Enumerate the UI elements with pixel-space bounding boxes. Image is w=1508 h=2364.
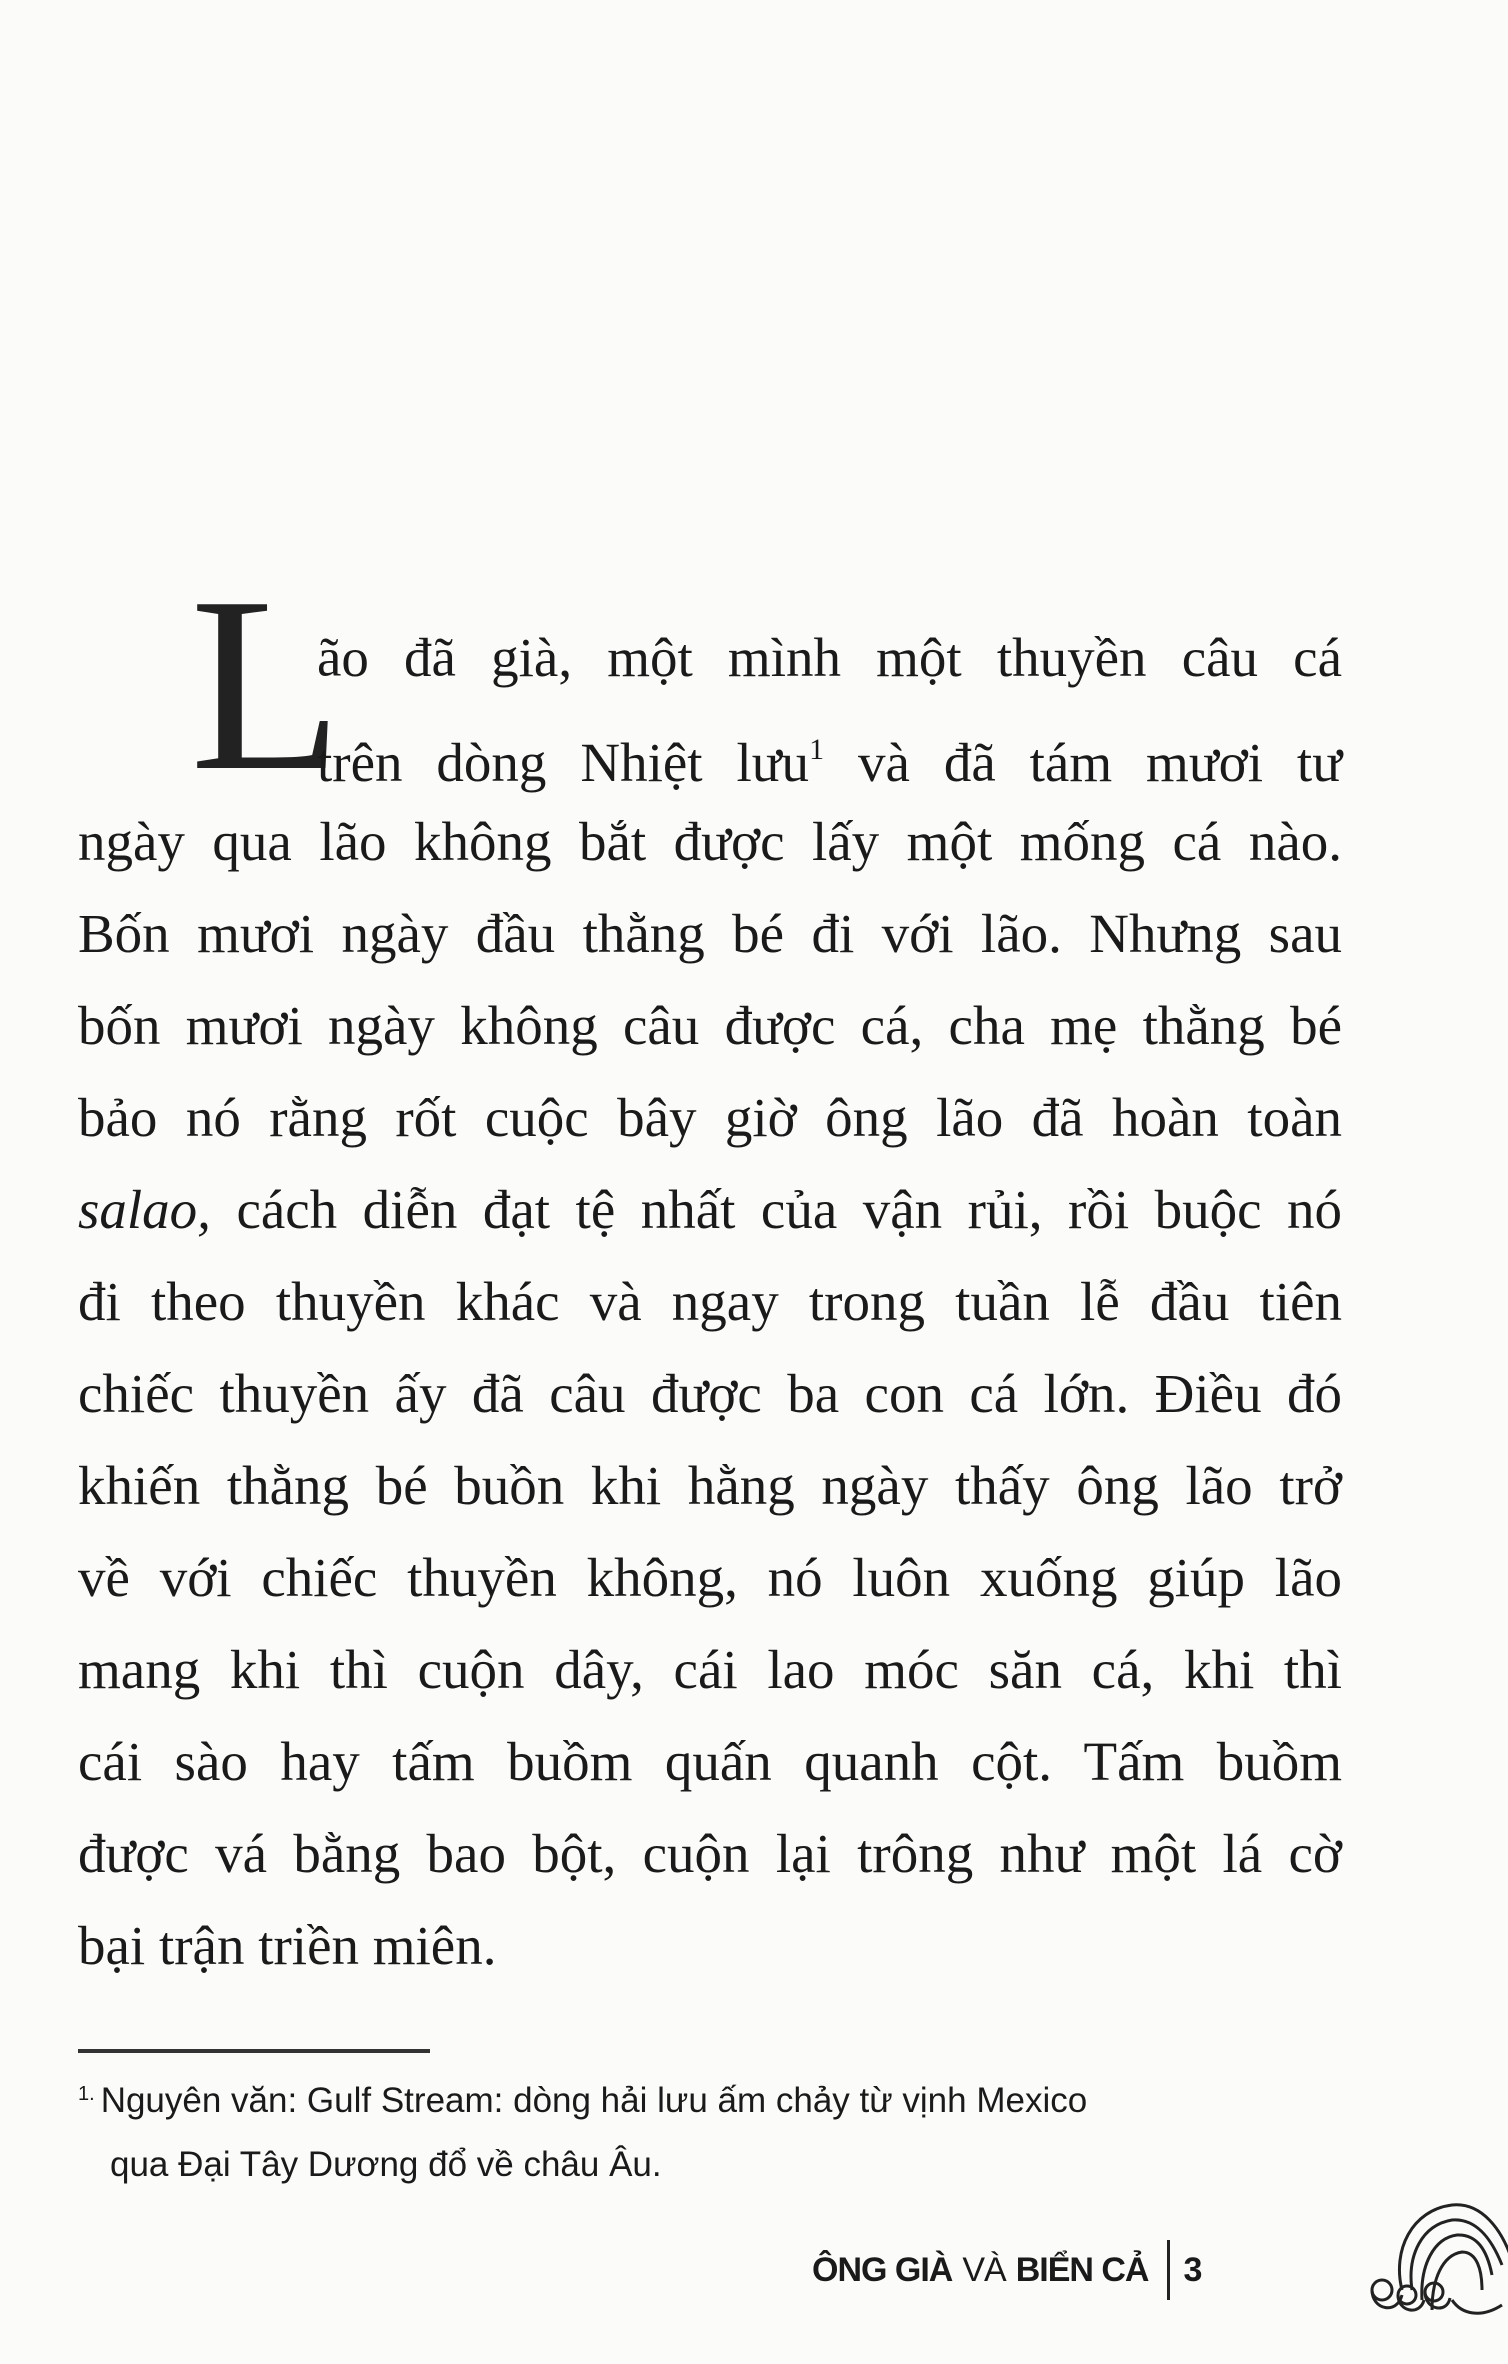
text-line: [78, 1164, 1342, 1256]
footnote-reference[interactable]: 1: [809, 733, 825, 766]
text-line: ngày qua lão không bắt được lấy một mống cá nào.: [78, 811, 1342, 872]
wave-ornament-icon: [1362, 2190, 1508, 2325]
footer-separator: [1167, 2240, 1170, 2300]
footnote-text: Nguyên văn: Gulf Stream: dòng hải lưu ấm chảy từ vịnh Mexico: [100, 2081, 1088, 2120]
italic-term: salao,: [78, 1179, 211, 1240]
footnote-divider: [78, 2049, 430, 2053]
footnote: [78, 2062, 1378, 2197]
text-line: bốn mươi ngày không câu được cá, cha mẹ thằng bé: [78, 995, 1342, 1056]
text-line: bảo nó rằng rốt cuộc bây giờ ông lão đã hoàn toàn: [78, 1087, 1342, 1148]
text-line: được vá bằng bao bột, cuộn lại trông như một lá cờ: [78, 1823, 1342, 1884]
text-line: về với chiếc thuyền không, nó luôn xuống giúp lão: [78, 1547, 1342, 1608]
text-line: mang khi thì cuộn dây, cái lao móc săn cá, khi thì: [78, 1639, 1342, 1700]
text-fragment: trên dòng Nhiệt lưu: [317, 732, 810, 793]
footnote-text: qua Đại Tây Dương đổ về châu Âu.: [110, 2145, 662, 2184]
text-line: khiến thằng bé buồn khi hằng ngày thấy ông lão trở: [78, 1455, 1342, 1516]
page-number: 3: [1183, 2250, 1202, 2289]
text-fragment: cách diễn đạt tệ nhất của vận rủi, rồi buộc nó: [236, 1179, 1343, 1240]
book-title-part: BIỂN CẢ: [1015, 2250, 1149, 2289]
page-footer: [812, 2240, 1201, 2300]
book-title-part: ÔNG GIÀ: [812, 2250, 953, 2289]
text-fragment: và đã tám mươi tư: [857, 732, 1343, 793]
text-line: chiếc thuyền ấy đã câu được ba con cá lớn. Điều đó: [78, 1363, 1342, 1424]
drop-cap: L: [190, 546, 343, 823]
text-line: [317, 704, 1342, 796]
text-line: cái sào hay tấm buồm quấn quanh cột. Tấm buồm: [78, 1731, 1342, 1792]
text-line: Bốn mươi ngày đầu thằng bé đi với lão. Nhưng sau: [78, 903, 1342, 964]
text-line: đi theo thuyền khác và ngay trong tuần lễ đầu tiên: [78, 1271, 1342, 1332]
text-line: bại trận triền miên.: [78, 1915, 497, 1976]
book-title-part: VÀ: [962, 2250, 1006, 2289]
footnote-number: 1.: [78, 2083, 95, 2105]
chapter-body: [78, 612, 1342, 1992]
text-line: ão đã già, một mình một thuyền câu cá: [317, 627, 1342, 688]
